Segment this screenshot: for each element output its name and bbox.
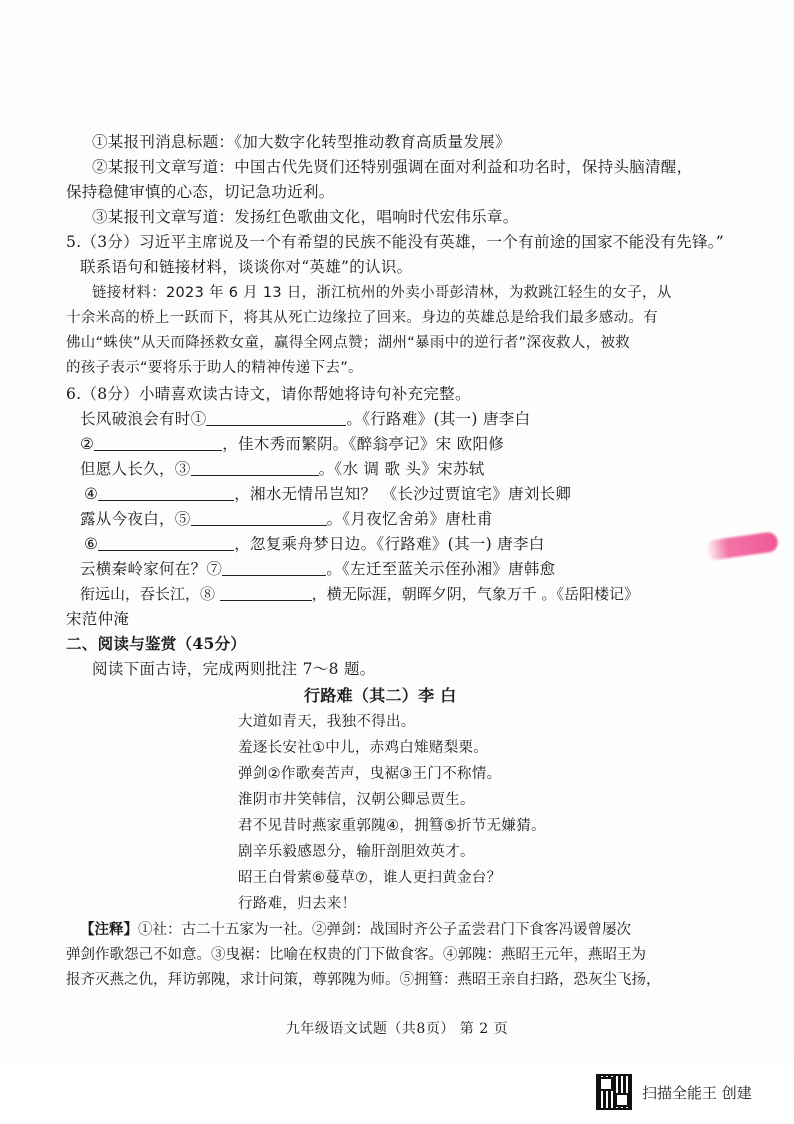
poem-line-8	[80, 582, 639, 606]
poem-line-4-suffix: ，湘水无情吊岂知？ 《长沙过贾谊宅》唐刘长卿	[234, 485, 572, 503]
poem-verse-2: 羞逐长安社①中儿，赤鸡白雉赌梨栗。	[238, 740, 489, 756]
poem-line-7-suffix: 。《左迁至蓝关示侄孙湘》唐韩愈	[326, 560, 556, 578]
answer-blank-8[interactable]	[220, 584, 312, 601]
poem-verse-7: 昭王白骨萦⑥蔓草⑦，谁人更扫黄金台？	[238, 870, 502, 886]
poem-verse-4: 淮阴市井笑韩信，汉朝公卿忌贾生。	[238, 792, 475, 808]
question-5-stem: 5.（3分）习近平主席说及一个有希望的民族不能没有英雄，一个有前途的国家不能没有先锋。”	[66, 233, 725, 251]
poem-line-1	[80, 407, 530, 431]
poem-verse-6: 剧辛乐毅感恩分，输肝剖胆效英才。	[238, 844, 475, 860]
section-2-heading: 二、阅读与鉴赏（45分）	[66, 634, 247, 653]
answer-blank-1[interactable]	[206, 409, 346, 426]
notes-line-1	[80, 918, 631, 942]
notes-text-1: ①社：古二十五家为一社。②弹剑：战国时齐公子孟尝君门下食客冯谖曾屡次	[138, 922, 631, 938]
poem-line-8-prefix: 衔远山，吞长江，⑧	[80, 585, 220, 603]
question-5-material-2: 十余米高的桥上一跃而下，将其从死亡边缘拉了回来。身边的英雄总是给我们最多感动。有	[66, 310, 658, 326]
poem-line-4	[84, 482, 571, 506]
answer-blank-4[interactable]	[98, 484, 234, 501]
notes-line-2: 弹剑作歌怨己不如意。③曳裾：比喻在权贵的门下做食客。④郭隗：燕昭王元年，燕昭王为	[66, 947, 646, 963]
poem-line-6-prefix: ⑥	[84, 535, 99, 553]
poem-line-3	[80, 457, 485, 481]
notes-label: 【注释】	[80, 921, 138, 938]
qr-code-icon	[596, 1074, 632, 1110]
question-5-material-1: 链接材料：2023 年 6 月 13 日，浙江杭州的外卖小哥彭清林，为救跳江轻生的女子，从	[92, 285, 672, 301]
poem-verse-8: 行路难，归去来！	[238, 896, 357, 912]
poem-title: 行路难（其二）李 白	[304, 686, 457, 705]
scanner-label: 扫描全能王 创建	[642, 1083, 752, 1102]
poem-line-5-suffix: 。《月夜忆舍弟》唐杜甫	[326, 510, 493, 528]
poem-line-2-suffix: ，佳木秀而繁阴。《醉翁亭记》宋 欧阳修	[222, 435, 505, 453]
poem-verse-1: 大道如青天，我独不得出。	[238, 714, 416, 730]
answer-blank-6[interactable]	[98, 534, 234, 551]
poem-line-6	[84, 532, 545, 556]
poem-line-8-author: 宋范仲淹	[66, 610, 130, 628]
answer-blank-2[interactable]	[94, 434, 222, 451]
poem-line-1-prefix: 长风破浪会有时①	[80, 410, 207, 428]
poem-line-4-prefix: ④	[84, 485, 99, 503]
item-3: ③某报刊文章写道：发扬红色歌曲文化，唱响时代宏伟乐章。	[92, 208, 519, 226]
poem-line-2-prefix: ②	[80, 435, 95, 453]
poem-line-5-prefix: 露从今夜白，⑤	[80, 510, 191, 528]
poem-line-2	[80, 432, 504, 456]
item-2-line-1: ②某报刊文章写道：中国古代先贤们还特别强调在面对利益和功名时，保持头脑清醒，	[92, 158, 693, 176]
section-2-instruction: 阅读下面古诗，完成两则批注 7～8 题。	[92, 660, 376, 678]
poem-line-7	[80, 557, 555, 581]
poem-line-6-suffix: ，忽复乘舟梦日边。《行路难》(其一) 唐李白	[234, 535, 545, 553]
question-6-stem: 6.（8分）小晴喜欢读古诗文，请你帮她将诗句补充完整。	[66, 385, 471, 403]
pink-highlighter-mark	[705, 531, 779, 561]
answer-blank-5[interactable]	[191, 509, 327, 526]
item-1: ①某报刊消息标题：《加大数字化转型推动教育高质量发展》	[92, 133, 511, 151]
poem-verse-5: 君不见昔时燕家重郭隗④，拥篲⑤折节无嫌猜。	[238, 818, 546, 834]
poem-line-3-suffix: 。《水 调 歌 头》宋苏轼	[318, 460, 485, 478]
poem-line-3-prefix: 但愿人长久，③	[80, 460, 191, 478]
poem-line-7-prefix: 云横秦岭家何在？⑦	[80, 560, 223, 578]
poem-verse-3: 弹剑②作歌奏苦声，曳裾③王门不称情。	[238, 766, 502, 782]
page-footer: 九年级语文试题（共8页） 第 2 页	[285, 1021, 509, 1037]
scanner-watermark	[596, 1072, 752, 1112]
question-5-material-3: 佛山“蛛侠”从天而降拯救女童，赢得全网点赞；湖州“暴雨中的逆行者”深夜救人，被救	[66, 335, 631, 351]
answer-blank-3[interactable]	[191, 459, 319, 476]
answer-blank-7[interactable]	[222, 559, 326, 576]
poem-line-5	[80, 507, 493, 531]
question-5-instruction: 联系语句和链接材料，谈谈你对“英雄”的认识。	[80, 258, 413, 276]
notes-line-3: 报齐灭燕之仇，拜访郭隗，求计问策，尊郭隗为师。⑤拥篲：燕昭王亲自扫路，恐灰尘飞扬，	[66, 972, 661, 988]
poem-line-1-suffix: 。《行路难》(其一) 唐李白	[346, 410, 531, 428]
question-5-material-4: 的孩子表示“要将乐于助人的精神传递下去”。	[66, 360, 363, 376]
item-2-line-2: 保持稳健审慎的心态，切记急功近利。	[66, 183, 335, 201]
poem-line-8-suffix: ，横无际涯，朝晖夕阴，气象万千 。《岳阳楼记》	[311, 585, 640, 603]
